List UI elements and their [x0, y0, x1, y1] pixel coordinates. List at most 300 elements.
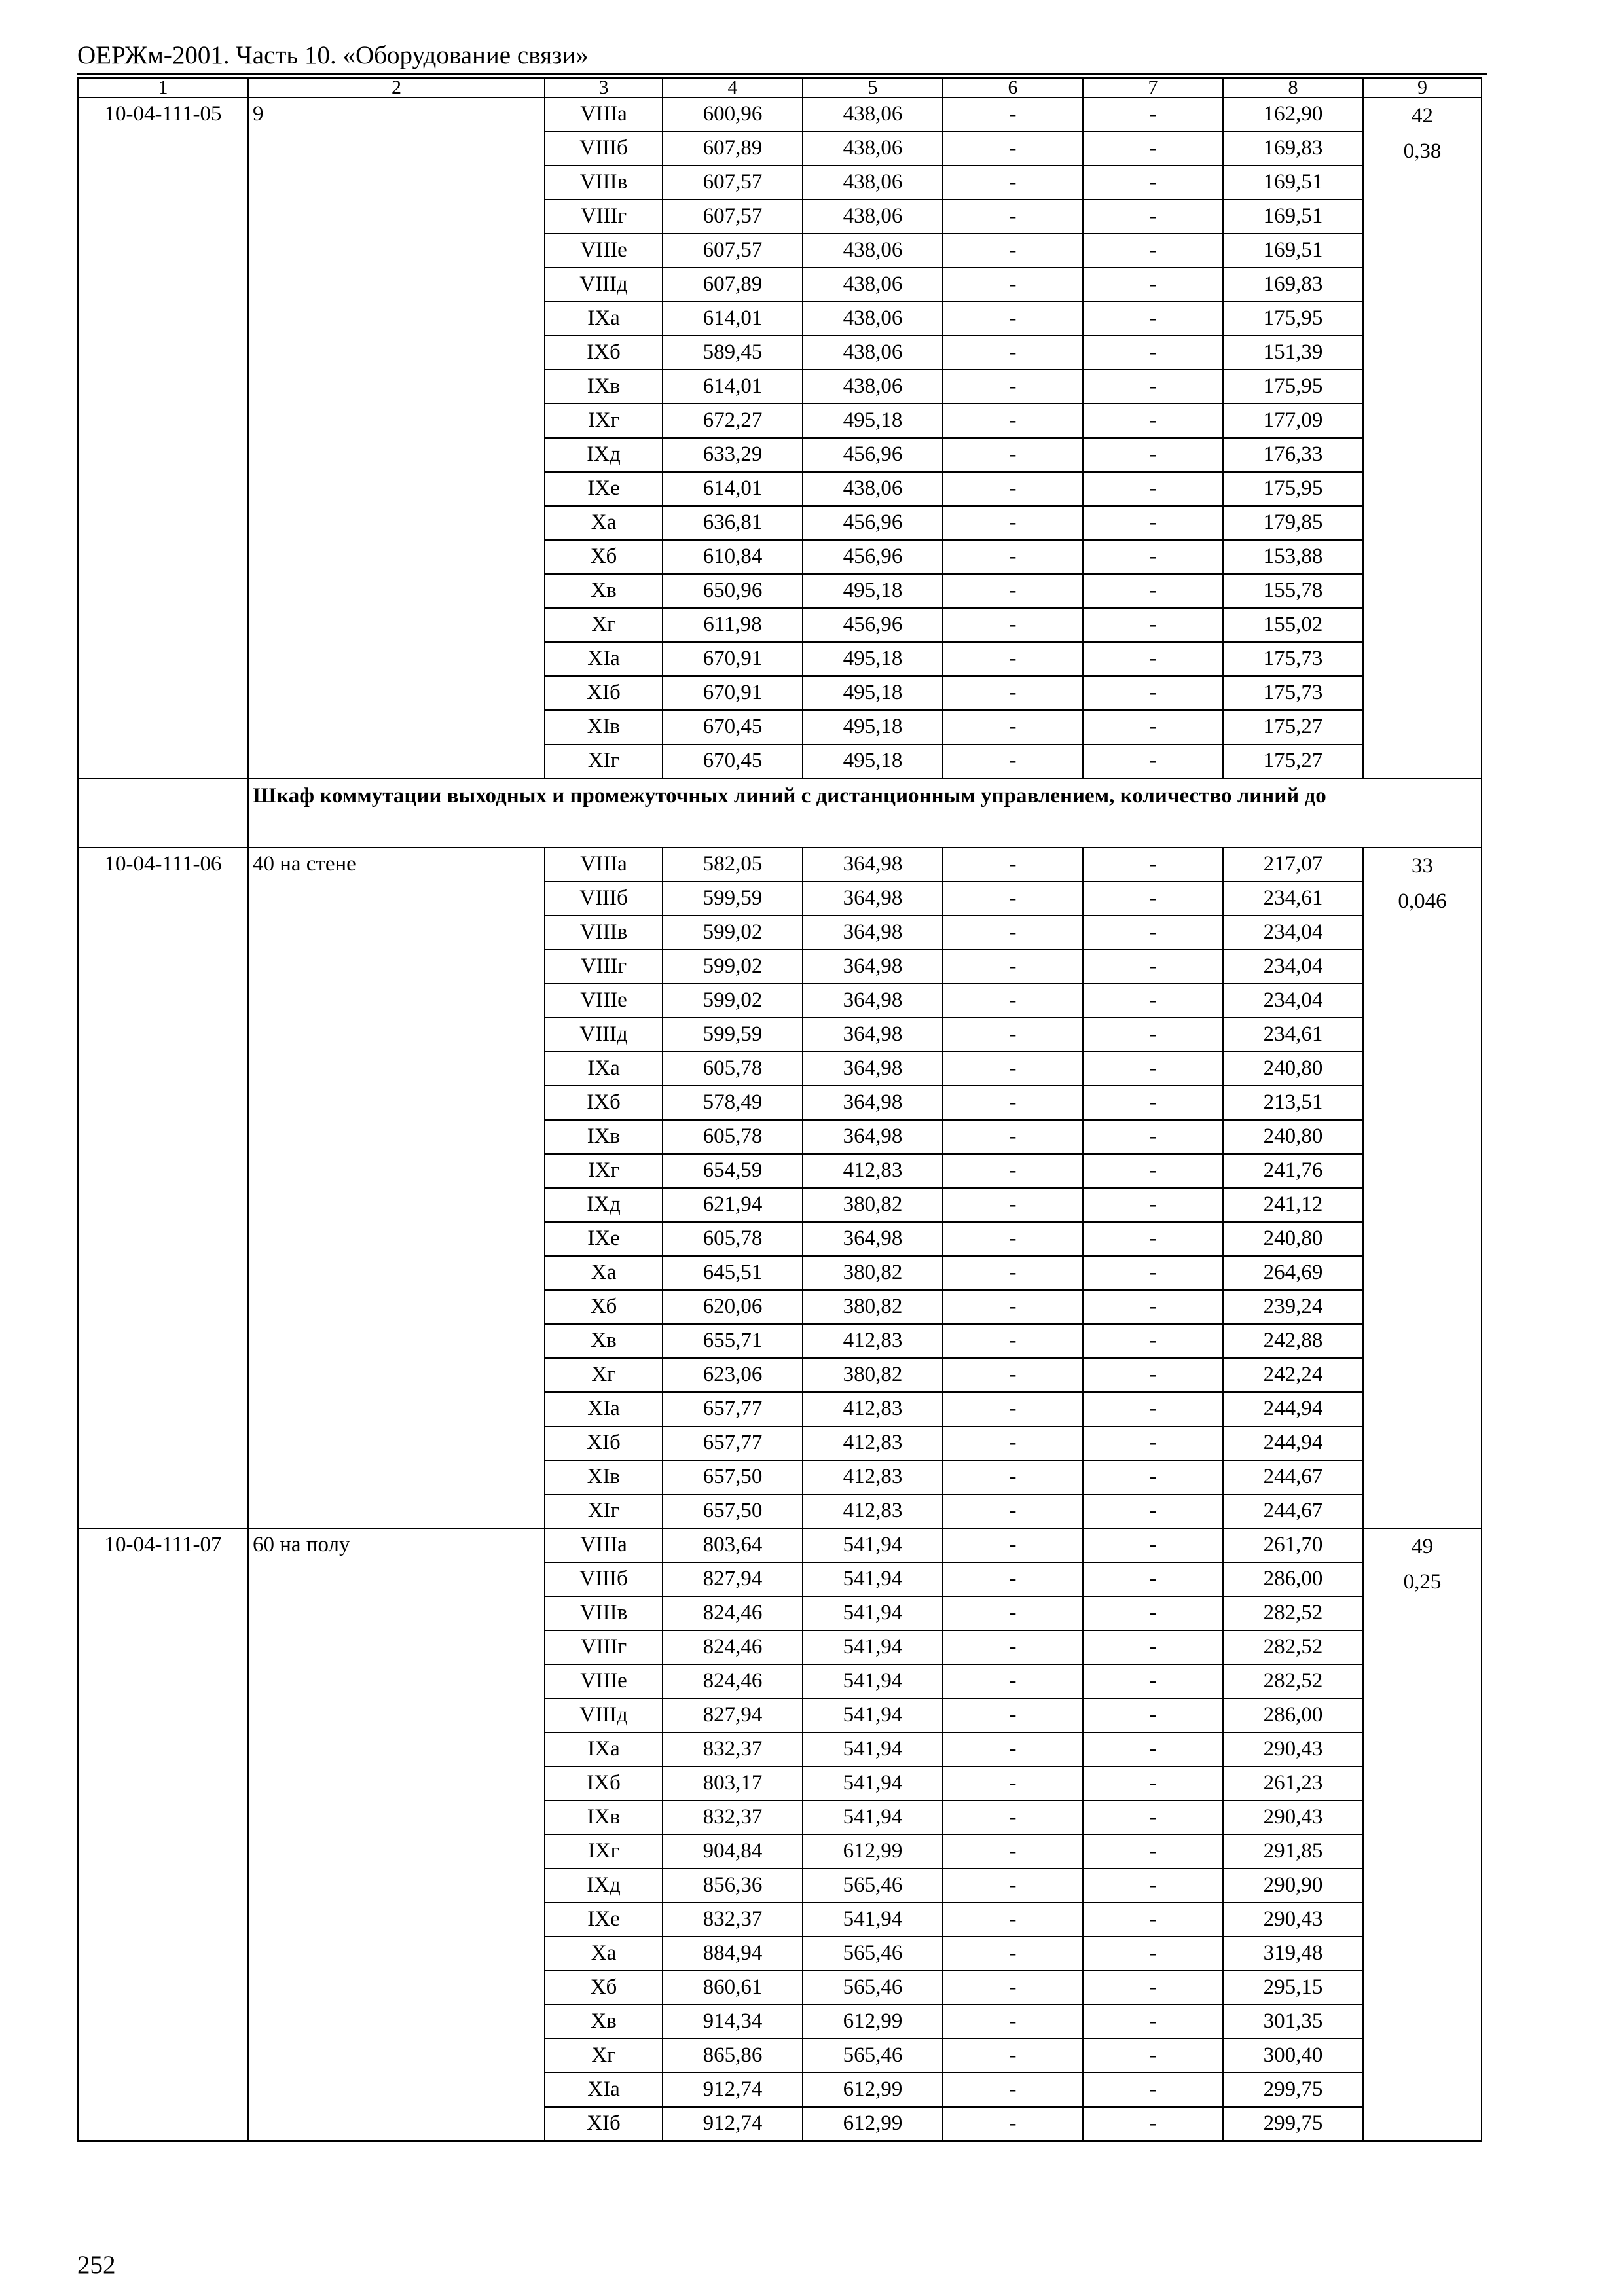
value-cell: 175,27: [1223, 744, 1363, 778]
value-cell: -: [1083, 950, 1223, 984]
value-cell: 175,95: [1223, 370, 1363, 404]
value-cell: 264,69: [1223, 1256, 1363, 1290]
category-cell: XIв: [545, 1460, 663, 1494]
category-cell: VIIIб: [545, 882, 663, 916]
value-cell: 541,94: [803, 1698, 943, 1732]
value-cell: 380,82: [803, 1188, 943, 1222]
category-cell: Xг: [545, 2039, 663, 2073]
parameter-value: 0,046: [1398, 889, 1447, 913]
value-cell: -: [1083, 710, 1223, 744]
value-cell: 240,80: [1223, 1222, 1363, 1256]
value-cell: 607,89: [663, 132, 803, 166]
value-cell: -: [943, 132, 1083, 166]
value-cell: -: [1083, 1426, 1223, 1460]
category-cell: Xг: [545, 1358, 663, 1392]
value-cell: -: [1083, 574, 1223, 608]
value-cell: -: [1083, 98, 1223, 132]
value-cell: 565,46: [803, 1971, 943, 2005]
value-cell: 240,80: [1223, 1120, 1363, 1154]
value-cell: 151,39: [1223, 336, 1363, 370]
value-cell: 605,78: [663, 1222, 803, 1256]
value-cell: 162,90: [1223, 98, 1363, 132]
value-cell: -: [943, 1562, 1083, 1596]
value-cell: -: [1083, 132, 1223, 166]
category-cell: XIа: [545, 2073, 663, 2107]
value-cell: 670,91: [663, 642, 803, 676]
value-cell: -: [943, 1698, 1083, 1732]
category-cell: IXе: [545, 1903, 663, 1937]
value-cell: -: [943, 234, 1083, 268]
value-cell: -: [1083, 1732, 1223, 1767]
value-cell: 824,46: [663, 1664, 803, 1698]
column-number: 3: [545, 78, 663, 98]
value-cell: -: [943, 950, 1083, 984]
column-number: 8: [1223, 78, 1363, 98]
value-cell: 364,98: [803, 1052, 943, 1086]
value-cell: 177,09: [1223, 404, 1363, 438]
value-cell: -: [943, 1120, 1083, 1154]
category-cell: IXб: [545, 1767, 663, 1801]
page-number: 252: [77, 2251, 116, 2279]
value-cell: 364,98: [803, 1086, 943, 1120]
category-cell: VIIIе: [545, 1664, 663, 1698]
value-cell: -: [1083, 642, 1223, 676]
value-cell: -: [1083, 1801, 1223, 1835]
category-cell: VIIIе: [545, 984, 663, 1018]
value-cell: 438,06: [803, 370, 943, 404]
value-cell: -: [1083, 234, 1223, 268]
category-cell: Xв: [545, 1324, 663, 1358]
value-cell: 175,73: [1223, 676, 1363, 710]
category-cell: VIIIб: [545, 1562, 663, 1596]
value-cell: 599,02: [663, 950, 803, 984]
category-cell: IXб: [545, 1086, 663, 1120]
value-cell: 495,18: [803, 642, 943, 676]
value-cell: -: [1083, 506, 1223, 540]
value-cell: 364,98: [803, 984, 943, 1018]
value-cell: -: [1083, 608, 1223, 642]
value-cell: -: [1083, 302, 1223, 336]
value-cell: 621,94: [663, 1188, 803, 1222]
value-cell: 412,83: [803, 1494, 943, 1528]
value-cell: 234,04: [1223, 950, 1363, 984]
category-cell: VIIIв: [545, 166, 663, 200]
value-cell: 456,96: [803, 506, 943, 540]
value-cell: 657,50: [663, 1460, 803, 1494]
category-cell: IXг: [545, 1835, 663, 1869]
value-cell: 832,37: [663, 1732, 803, 1767]
category-cell: IXд: [545, 1188, 663, 1222]
value-cell: 364,98: [803, 1222, 943, 1256]
value-cell: 614,01: [663, 472, 803, 506]
value-cell: 240,80: [1223, 1052, 1363, 1086]
value-cell: -: [943, 1018, 1083, 1052]
value-cell: -: [943, 1767, 1083, 1801]
value-cell: 654,59: [663, 1154, 803, 1188]
value-cell: 614,01: [663, 302, 803, 336]
value-cell: 670,45: [663, 710, 803, 744]
rate-description: 40 на стене: [248, 848, 545, 1528]
category-cell: XIг: [545, 1494, 663, 1528]
value-cell: 610,84: [663, 540, 803, 574]
column-number-row: [78, 78, 1482, 98]
column-number: 7: [1083, 78, 1223, 98]
section-row: [78, 778, 1482, 848]
value-cell: -: [1083, 1767, 1223, 1801]
value-cell: -: [943, 1971, 1083, 2005]
category-cell: Xб: [545, 1971, 663, 2005]
category-cell: VIIIд: [545, 268, 663, 302]
value-cell: -: [1083, 1903, 1223, 1937]
value-cell: 856,36: [663, 1869, 803, 1903]
value-cell: 657,50: [663, 1494, 803, 1528]
column-number: 2: [248, 78, 545, 98]
rate-description: 60 на полу: [248, 1528, 545, 2141]
parameter-value: 49: [1412, 1535, 1433, 1558]
value-cell: -: [943, 1494, 1083, 1528]
value-cell: 611,98: [663, 608, 803, 642]
value-cell: -: [943, 608, 1083, 642]
table-row: [78, 1528, 1482, 1562]
value-cell: 438,06: [803, 302, 943, 336]
category-cell: XIб: [545, 2107, 663, 2141]
value-cell: 824,46: [663, 1630, 803, 1664]
value-cell: 495,18: [803, 676, 943, 710]
value-cell: -: [943, 98, 1083, 132]
value-cell: 600,96: [663, 98, 803, 132]
parameter-value: 0,25: [1403, 1570, 1442, 1594]
value-cell: 578,49: [663, 1086, 803, 1120]
value-cell: 244,94: [1223, 1392, 1363, 1426]
value-cell: 169,83: [1223, 132, 1363, 166]
value-cell: -: [1083, 1630, 1223, 1664]
value-cell: -: [943, 1937, 1083, 1971]
value-cell: 832,37: [663, 1903, 803, 1937]
value-cell: -: [943, 1052, 1083, 1086]
rates-table: [77, 77, 1482, 2142]
category-cell: Xб: [545, 1290, 663, 1324]
value-cell: 301,35: [1223, 2005, 1363, 2039]
value-cell: -: [943, 472, 1083, 506]
value-cell: 541,94: [803, 1528, 943, 1562]
category-cell: IXд: [545, 438, 663, 472]
category-cell: Xв: [545, 2005, 663, 2039]
page-header: ОЕРЖм-2001. Часть 10. «Оборудование связи»: [77, 41, 589, 69]
value-cell: 364,98: [803, 916, 943, 950]
parameter-value: 0,38: [1403, 139, 1442, 163]
category-cell: VIIIв: [545, 916, 663, 950]
value-cell: -: [1083, 2107, 1223, 2141]
value-cell: -: [1083, 336, 1223, 370]
value-cell: -: [1083, 1835, 1223, 1869]
value-cell: 456,96: [803, 540, 943, 574]
value-cell: 860,61: [663, 1971, 803, 2005]
value-cell: -: [1083, 882, 1223, 916]
value-cell: 495,18: [803, 404, 943, 438]
category-cell: VIIIа: [545, 848, 663, 882]
value-cell: 412,83: [803, 1154, 943, 1188]
rate-code: 10-04-111-05: [78, 98, 248, 778]
column-number: 6: [943, 78, 1083, 98]
value-cell: 239,24: [1223, 1290, 1363, 1324]
value-cell: 364,98: [803, 1018, 943, 1052]
value-cell: 438,06: [803, 472, 943, 506]
value-cell: -: [1083, 1528, 1223, 1562]
value-cell: -: [943, 916, 1083, 950]
rate-parameters: [1363, 848, 1482, 1528]
value-cell: 914,34: [663, 2005, 803, 2039]
value-cell: 541,94: [803, 1562, 943, 1596]
value-cell: -: [1083, 472, 1223, 506]
value-cell: -: [943, 2039, 1083, 2073]
value-cell: 541,94: [803, 1596, 943, 1630]
value-cell: 884,94: [663, 1937, 803, 1971]
value-cell: -: [1083, 1562, 1223, 1596]
value-cell: -: [943, 2107, 1083, 2141]
value-cell: -: [943, 676, 1083, 710]
value-cell: -: [943, 1392, 1083, 1426]
value-cell: -: [943, 1188, 1083, 1222]
value-cell: 242,24: [1223, 1358, 1363, 1392]
value-cell: 282,52: [1223, 1596, 1363, 1630]
category-cell: Xб: [545, 540, 663, 574]
value-cell: 438,06: [803, 98, 943, 132]
category-cell: VIIIе: [545, 234, 663, 268]
value-cell: 299,75: [1223, 2107, 1363, 2141]
value-cell: -: [943, 642, 1083, 676]
value-cell: 438,06: [803, 132, 943, 166]
value-cell: 657,77: [663, 1426, 803, 1460]
value-cell: 364,98: [803, 950, 943, 984]
value-cell: -: [1083, 1596, 1223, 1630]
value-cell: -: [943, 882, 1083, 916]
value-cell: 234,61: [1223, 1018, 1363, 1052]
value-cell: 912,74: [663, 2107, 803, 2141]
value-cell: 438,06: [803, 268, 943, 302]
value-cell: -: [1083, 1698, 1223, 1732]
value-cell: -: [1083, 1937, 1223, 1971]
value-cell: 827,94: [663, 1698, 803, 1732]
value-cell: -: [1083, 1222, 1223, 1256]
value-cell: 865,86: [663, 2039, 803, 2073]
category-cell: IXд: [545, 1869, 663, 1903]
value-cell: 364,98: [803, 848, 943, 882]
value-cell: 565,46: [803, 1869, 943, 1903]
value-cell: -: [1083, 2005, 1223, 2039]
category-cell: VIIIг: [545, 1630, 663, 1664]
value-cell: 290,43: [1223, 1903, 1363, 1937]
value-cell: -: [1083, 370, 1223, 404]
value-cell: 612,99: [803, 2073, 943, 2107]
value-cell: 169,83: [1223, 268, 1363, 302]
value-cell: 607,89: [663, 268, 803, 302]
table-row: [78, 98, 1482, 132]
value-cell: 599,59: [663, 1018, 803, 1052]
value-cell: 541,94: [803, 1767, 943, 1801]
value-cell: -: [943, 1256, 1083, 1290]
category-cell: IXе: [545, 472, 663, 506]
table-row: [78, 848, 1482, 882]
value-cell: 623,06: [663, 1358, 803, 1392]
category-cell: IXа: [545, 1732, 663, 1767]
value-cell: 565,46: [803, 1937, 943, 1971]
value-cell: 650,96: [663, 574, 803, 608]
value-cell: 319,48: [1223, 1937, 1363, 1971]
value-cell: -: [1083, 1086, 1223, 1120]
value-cell: 582,05: [663, 848, 803, 882]
value-cell: 438,06: [803, 234, 943, 268]
value-cell: 234,04: [1223, 916, 1363, 950]
value-cell: 655,71: [663, 1324, 803, 1358]
value-cell: -: [1083, 916, 1223, 950]
value-cell: 672,27: [663, 404, 803, 438]
category-cell: IXв: [545, 1801, 663, 1835]
value-cell: -: [943, 540, 1083, 574]
category-cell: VIIIг: [545, 950, 663, 984]
column-number: 4: [663, 78, 803, 98]
value-cell: 541,94: [803, 1903, 943, 1937]
value-cell: 541,94: [803, 1630, 943, 1664]
value-cell: 282,52: [1223, 1630, 1363, 1664]
section-spacer: [78, 778, 248, 848]
value-cell: 234,04: [1223, 984, 1363, 1018]
value-cell: 217,07: [1223, 848, 1363, 882]
value-cell: -: [1083, 1494, 1223, 1528]
value-cell: 290,43: [1223, 1732, 1363, 1767]
value-cell: -: [943, 1903, 1083, 1937]
value-cell: -: [1083, 984, 1223, 1018]
column-number: 5: [803, 78, 943, 98]
value-cell: 612,99: [803, 1835, 943, 1869]
value-cell: 282,52: [1223, 1664, 1363, 1698]
value-cell: -: [1083, 1018, 1223, 1052]
category-cell: XIб: [545, 1426, 663, 1460]
category-cell: VIIIб: [545, 132, 663, 166]
value-cell: 241,12: [1223, 1188, 1363, 1222]
value-cell: 541,94: [803, 1732, 943, 1767]
value-cell: -: [1083, 676, 1223, 710]
value-cell: -: [1083, 1154, 1223, 1188]
value-cell: 286,00: [1223, 1698, 1363, 1732]
value-cell: 179,85: [1223, 506, 1363, 540]
column-number: 9: [1363, 78, 1482, 98]
value-cell: 291,85: [1223, 1835, 1363, 1869]
value-cell: 599,59: [663, 882, 803, 916]
value-cell: 607,57: [663, 166, 803, 200]
value-cell: -: [943, 1358, 1083, 1392]
value-cell: 261,23: [1223, 1767, 1363, 1801]
value-cell: -: [1083, 1052, 1223, 1086]
value-cell: 300,40: [1223, 2039, 1363, 2073]
value-cell: -: [943, 1596, 1083, 1630]
value-cell: 599,02: [663, 984, 803, 1018]
category-cell: IXв: [545, 370, 663, 404]
value-cell: 824,46: [663, 1596, 803, 1630]
value-cell: 438,06: [803, 166, 943, 200]
value-cell: 244,94: [1223, 1426, 1363, 1460]
value-cell: -: [943, 1324, 1083, 1358]
value-cell: 645,51: [663, 1256, 803, 1290]
category-cell: IXг: [545, 1154, 663, 1188]
category-cell: IXе: [545, 1222, 663, 1256]
value-cell: 565,46: [803, 2039, 943, 2073]
value-cell: -: [943, 848, 1083, 882]
value-cell: -: [943, 370, 1083, 404]
value-cell: 364,98: [803, 1120, 943, 1154]
category-cell: VIIIа: [545, 1528, 663, 1562]
value-cell: 175,73: [1223, 642, 1363, 676]
value-cell: -: [1083, 1324, 1223, 1358]
value-cell: 241,76: [1223, 1154, 1363, 1188]
value-cell: 244,67: [1223, 1460, 1363, 1494]
value-cell: 175,95: [1223, 302, 1363, 336]
value-cell: 605,78: [663, 1120, 803, 1154]
value-cell: -: [943, 2005, 1083, 2039]
value-cell: 412,83: [803, 1460, 943, 1494]
value-cell: -: [1083, 268, 1223, 302]
value-cell: 412,83: [803, 1426, 943, 1460]
value-cell: -: [943, 1528, 1083, 1562]
value-cell: 234,61: [1223, 882, 1363, 916]
category-cell: XIб: [545, 676, 663, 710]
value-cell: 605,78: [663, 1052, 803, 1086]
value-cell: 290,43: [1223, 1801, 1363, 1835]
value-cell: -: [1083, 1460, 1223, 1494]
value-cell: 832,37: [663, 1801, 803, 1835]
value-cell: 261,70: [1223, 1528, 1363, 1562]
category-cell: IXб: [545, 336, 663, 370]
category-cell: IXг: [545, 404, 663, 438]
value-cell: -: [943, 1801, 1083, 1835]
category-cell: Xа: [545, 1937, 663, 1971]
value-cell: -: [1083, 1392, 1223, 1426]
value-cell: 670,45: [663, 744, 803, 778]
value-cell: -: [1083, 166, 1223, 200]
value-cell: -: [943, 438, 1083, 472]
value-cell: -: [943, 744, 1083, 778]
value-cell: 175,95: [1223, 472, 1363, 506]
value-cell: -: [1083, 1869, 1223, 1903]
value-cell: 299,75: [1223, 2073, 1363, 2107]
category-cell: IXв: [545, 1120, 663, 1154]
value-cell: -: [943, 1630, 1083, 1664]
value-cell: 599,02: [663, 916, 803, 950]
category-cell: VIIIд: [545, 1018, 663, 1052]
value-cell: -: [943, 574, 1083, 608]
value-cell: -: [1083, 1358, 1223, 1392]
value-cell: 412,83: [803, 1392, 943, 1426]
value-cell: -: [943, 1086, 1083, 1120]
value-cell: 904,84: [663, 1835, 803, 1869]
value-cell: 803,17: [663, 1767, 803, 1801]
category-cell: XIв: [545, 710, 663, 744]
value-cell: 541,94: [803, 1801, 943, 1835]
value-cell: 244,67: [1223, 1494, 1363, 1528]
value-cell: 380,82: [803, 1256, 943, 1290]
value-cell: 456,96: [803, 608, 943, 642]
value-cell: 438,06: [803, 200, 943, 234]
value-cell: 380,82: [803, 1358, 943, 1392]
category-cell: Xа: [545, 1256, 663, 1290]
category-cell: VIIIв: [545, 1596, 663, 1630]
value-cell: -: [943, 1869, 1083, 1903]
value-cell: -: [943, 200, 1083, 234]
value-cell: 495,18: [803, 744, 943, 778]
value-cell: -: [943, 984, 1083, 1018]
value-cell: -: [1083, 1188, 1223, 1222]
value-cell: 620,06: [663, 1290, 803, 1324]
parameter-value: 42: [1412, 104, 1433, 128]
